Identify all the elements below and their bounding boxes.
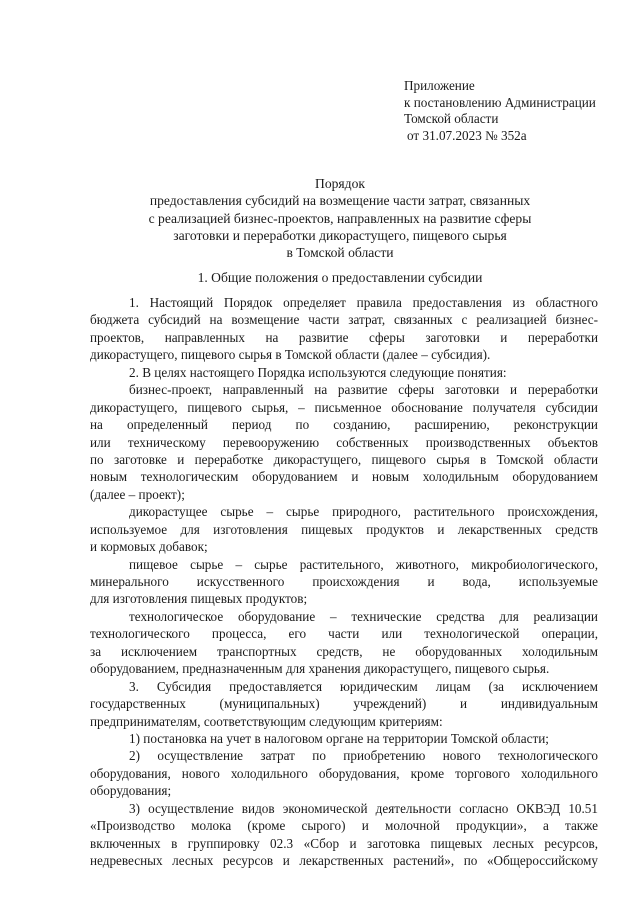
body-line: на определенный период по созданию, расширению, реконструкции xyxy=(90,417,598,433)
title-line: в Томской области xyxy=(286,245,394,261)
body-line: дикорастущего, пищевого сырья, – письменное обоснование получателя субсидии xyxy=(90,399,598,415)
document-title xyxy=(60,175,620,261)
body-line: 3) осуществление видов экономической деятельности согласно ОКВЭД 10.51 xyxy=(129,800,598,816)
body-line: пищевое сырье – сырье растительного, животного, микробиологического, xyxy=(129,556,598,572)
body-line: 1. Настоящий Порядок определяет правила предоставления из областного xyxy=(129,295,598,310)
body-line: бюджета субсидий на возмещение части затрат, связанных с реализацией бизнес- xyxy=(90,312,598,328)
body-line: новым технологическим оборудованием и новым холодильным оборудованием xyxy=(90,469,598,485)
body-line: недревесных лесных ресурсов и лекарственных растений», по «Общероссийскому xyxy=(90,853,598,868)
body-line: проектов, направленных на развитие сферы заготовки и переработки xyxy=(90,329,598,345)
body-line: дикорастущее сырье – сырье природного, растительного происхождения, xyxy=(129,504,598,520)
title-line: заготовки и переработки дикорастущего, пищевого сырья xyxy=(173,227,507,243)
attachment-label: Приложение xyxy=(404,78,475,93)
attachment-resolution: к постановлению Администрации xyxy=(404,94,596,110)
title-line: Порядок xyxy=(315,176,365,191)
body-line: «Производство молока (кроме сырого) и молочной продукции», а также xyxy=(90,818,598,834)
attachment-region: Томской области xyxy=(404,111,499,126)
body-line: включенных в группировку 02.3 «Сбор и заготовка пищевых лесных ресурсов, xyxy=(90,835,598,851)
body-line: и кормовых добавок; xyxy=(90,539,208,555)
body-line: за исключением транспортных средств, не оборудованных холодильным xyxy=(90,643,598,659)
body-line: оборудования, нового холодильного оборудования, кроме торгового холодильного xyxy=(90,765,598,781)
body-line: для изготовления пищевых продуктов; xyxy=(90,591,308,607)
section-heading: 1. Общие положения о предоставлении субсидии xyxy=(197,270,483,285)
document-body xyxy=(90,294,598,869)
body-line: используемое для изготовления пищевых продуктов и лекарственных средств xyxy=(90,521,598,537)
body-line: технологическое оборудование – технические средства для реализации xyxy=(129,608,598,624)
attachment-header xyxy=(404,78,596,144)
body-line: 2) осуществление затрат по приобретению нового технологического xyxy=(129,748,598,764)
body-line: или техническому перевооружению собственных производственных объектов xyxy=(90,434,598,450)
body-line: 3. Субсидия предоставляется юридическим лицам (за исключением xyxy=(129,678,598,694)
body-line: государственных (муниципальных) учреждений) и индивидуальным xyxy=(90,696,598,712)
body-line: по заготовке и переработке дикорастущего, пищевого сырья в Томской области xyxy=(90,451,598,467)
body-line: оборудования; xyxy=(90,783,172,799)
body-line: 1) постановка на учет в налоговом органе на территории Томской области; xyxy=(129,730,549,746)
body-line: минерального искусственного происхождения и вода, используемые xyxy=(90,574,598,589)
body-line: предпринимателям, соответствующим следующим критериям: xyxy=(90,713,443,729)
body-line: оборудованием, предназначенным для хранения дикорастущего, пищевого сырья. xyxy=(90,661,550,677)
body-line: (далее – проект); xyxy=(90,486,185,502)
attachment-date-number: от 31.07.2023 № 352а xyxy=(407,127,527,143)
title-line: предоставления субсидий на возмещение части затрат, связанных xyxy=(149,193,531,209)
body-line: бизнес-проект, направленный на развитие сферы заготовки и переработки xyxy=(129,382,598,398)
body-line: технологического процесса, его части или технологической операции, xyxy=(90,626,598,642)
body-line: 2. В целях настоящего Порядка используются следующие понятия: xyxy=(129,364,507,380)
title-line: с реализацией бизнес-проектов, направленных на развитие сферы xyxy=(148,210,532,226)
body-line: дикорастущего, пищевого сырья в Томской области (далее – субсидия). xyxy=(90,347,491,363)
